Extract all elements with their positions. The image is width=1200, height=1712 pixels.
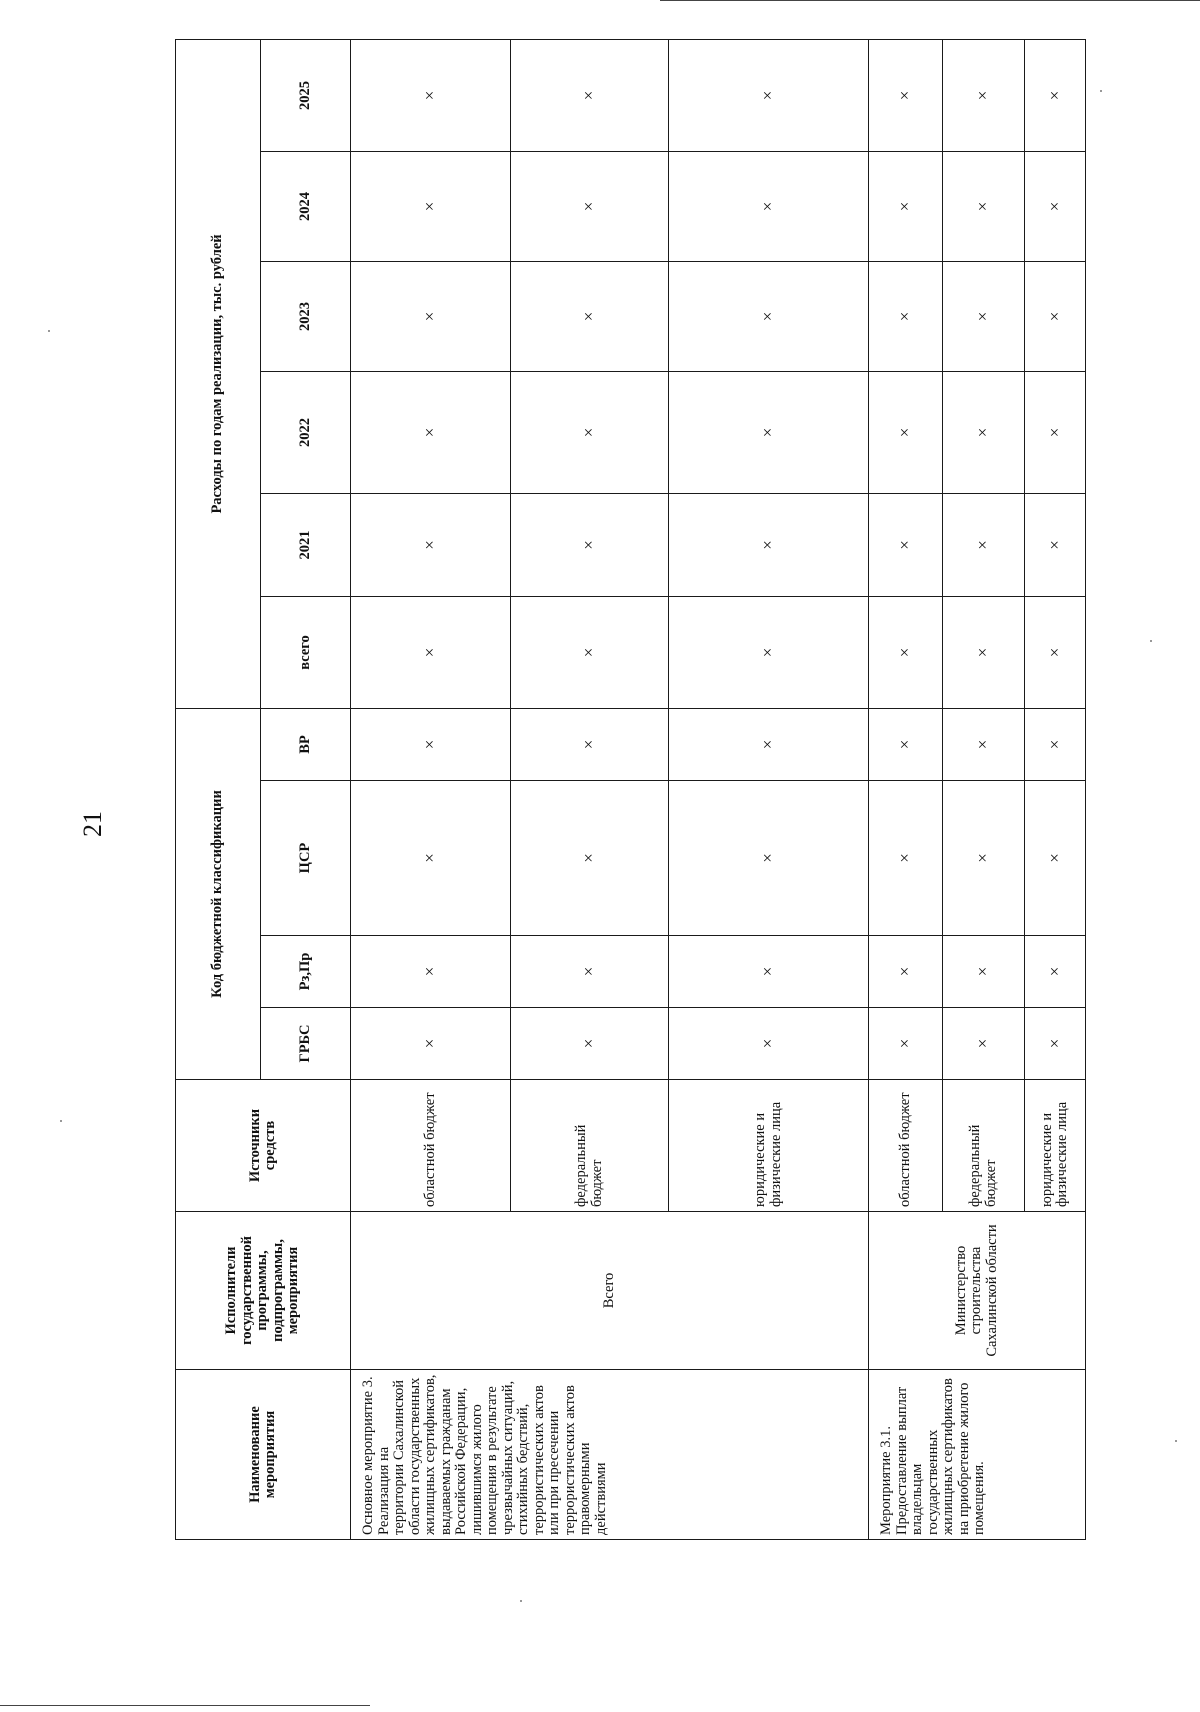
header-csr: ЦСР [261,781,351,936]
x-mark: × [351,709,511,781]
x-mark: × [1025,1008,1086,1080]
header-rzpr: Рз,Пр [261,936,351,1008]
source-cell: юридические и физические лица [669,1080,869,1212]
source-cell: областной бюджет [351,1080,511,1212]
x-mark: × [511,262,669,372]
x-mark: × [1025,152,1086,262]
header-name: Наименование мероприятия [176,1370,351,1540]
x-mark: × [943,39,1025,151]
x-mark: × [943,1008,1025,1080]
x-mark: × [1025,262,1086,372]
header-vr: ВР [261,709,351,781]
source-cell: юридические и физические лица [1025,1080,1086,1212]
x-mark: × [943,372,1025,494]
x-mark: × [943,262,1025,372]
x-mark: × [869,936,943,1008]
x-mark: × [669,709,869,781]
x-mark: × [351,781,511,936]
header-2022: 2022 [261,372,351,494]
source-cell: областной бюджет [869,1080,943,1212]
x-mark: × [511,152,669,262]
header-2021: 2021 [261,494,351,597]
x-mark: × [869,494,943,597]
x-mark: × [1025,39,1086,151]
scan-speck [48,330,50,332]
x-mark: × [511,39,669,151]
page-number: 21 [78,811,107,837]
x-mark: × [1025,709,1086,781]
source-cell: федеральный бюджет [511,1080,669,1212]
x-mark: × [669,494,869,597]
x-mark: × [869,152,943,262]
rotated-table-container [175,40,1085,1540]
scan-speck [1175,1440,1177,1442]
header-budget-code: Код бюджетной классификации [176,709,261,1080]
scan-speck [60,1120,62,1122]
x-mark: × [943,936,1025,1008]
scan-speck [520,1600,522,1602]
x-mark: × [511,936,669,1008]
x-mark: × [511,494,669,597]
x-mark: × [1025,936,1086,1008]
x-mark: × [351,1008,511,1080]
x-mark: × [869,262,943,372]
x-mark: × [869,1008,943,1080]
x-mark: × [351,936,511,1008]
x-mark: × [351,39,511,151]
x-mark: × [1025,781,1086,936]
x-mark: × [511,781,669,936]
header-2024: 2024 [261,152,351,262]
x-mark: × [511,372,669,494]
header-sources: Источники средств [176,1080,351,1212]
scan-speck [1100,90,1102,92]
x-mark: × [351,262,511,372]
scan-edge-bottom [0,1705,370,1706]
executor-cell: Министерство строительства Сахалинской области [869,1212,1086,1370]
x-mark: × [669,936,869,1008]
x-mark: × [669,597,869,709]
x-mark: × [869,709,943,781]
x-mark: × [669,1008,869,1080]
header-2023: 2023 [261,262,351,372]
table-row [351,39,511,1539]
table-row [869,39,943,1539]
x-mark: × [669,39,869,151]
x-mark: × [943,597,1025,709]
x-mark: × [511,1008,669,1080]
activity-name: Мероприятие 3.1. Предоставление выплат владельцам государственных жилищных сертификатов на приобретение жилого помещения. [869,1370,1086,1540]
header-grbs: ГРБС [261,1008,351,1080]
x-mark: × [1025,372,1086,494]
x-mark: × [869,372,943,494]
x-mark: × [351,597,511,709]
x-mark: × [351,152,511,262]
x-mark: × [669,152,869,262]
x-mark: × [511,597,669,709]
x-mark: × [869,597,943,709]
x-mark: × [1025,597,1086,709]
x-mark: × [351,494,511,597]
x-mark: × [869,39,943,151]
budget-table [175,39,1086,1540]
x-mark: × [511,709,669,781]
header-2025: 2025 [261,39,351,151]
header-executors: Исполнители государственной программы, подпрограммы, мероприятия [176,1212,351,1370]
source-cell: федеральный бюджет [943,1080,1025,1212]
x-mark: × [869,781,943,936]
x-mark: × [351,372,511,494]
x-mark: × [943,152,1025,262]
scan-speck [1150,640,1152,642]
x-mark: × [943,494,1025,597]
header-total: всего [261,597,351,709]
x-mark: × [669,262,869,372]
x-mark: × [943,709,1025,781]
x-mark: × [943,781,1025,936]
executor-cell: Всего [351,1212,869,1370]
activity-name: Основное мероприятие 3. Реализация на территории Сахалинской области государственных жилищных сертификатов, выдаваемых гражданам Российской Федерации, лишившимся жилого помещения в результате чрезвычайных ситуаций, стихийных бедствий, террористических актов или при пресечении террористических актов правомерными действиями [351,1370,869,1540]
scan-edge-top [660,0,1200,1]
header-expenses: Расходы по годам реализации, тыс. рублей [176,39,261,708]
x-mark: × [669,781,869,936]
x-mark: × [669,372,869,494]
x-mark: × [1025,494,1086,597]
